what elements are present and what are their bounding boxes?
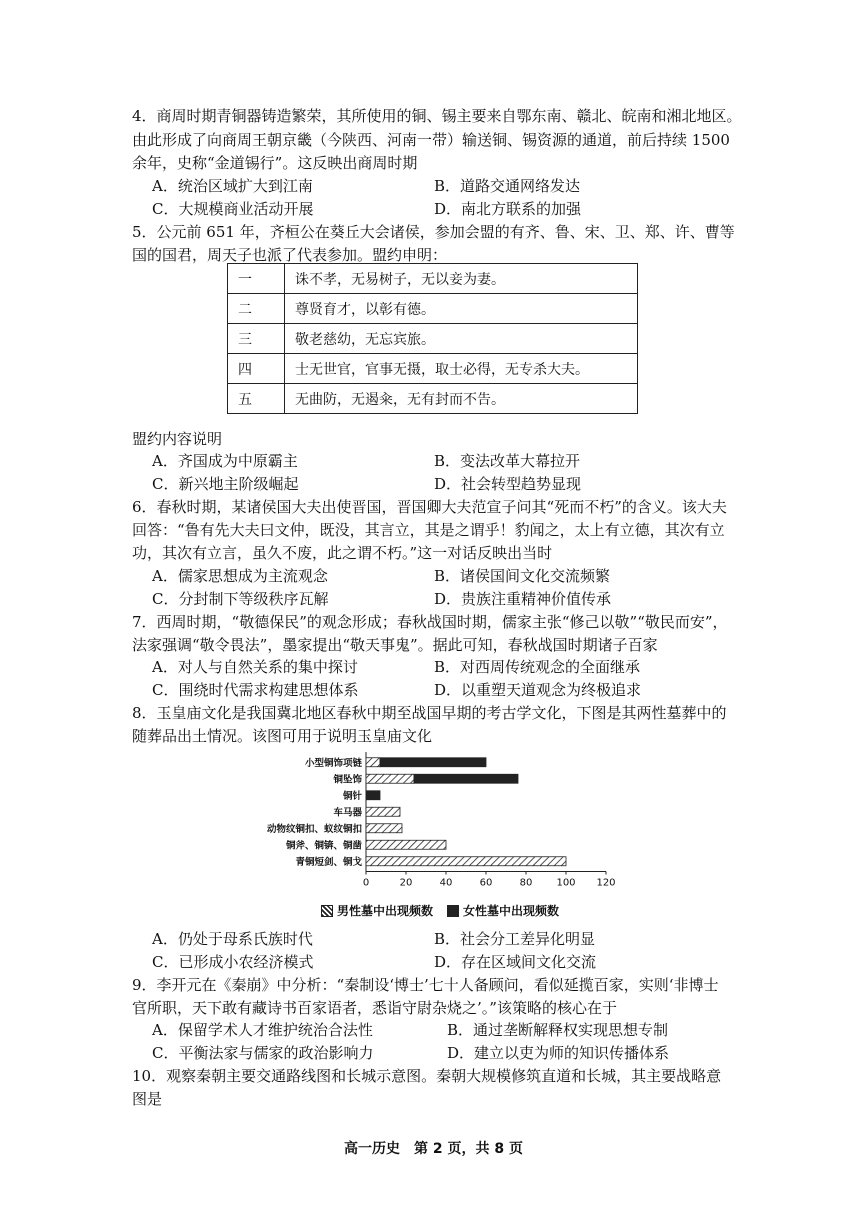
q4-option-c[interactable]: C．大规模商业活动开展	[152, 200, 314, 218]
q4-stem-line-1: 4．商周时期青铜器铸造繁荣，其所使用的铜、锡主要来自鄂东南、赣北、皖南和湘北地区。	[132, 107, 742, 125]
bar-male	[366, 824, 402, 833]
bar-male	[366, 840, 446, 849]
oath-number: 四	[228, 354, 285, 384]
bar-male	[366, 807, 400, 816]
oath-number: 五	[228, 384, 285, 414]
oath-text: 诛不孝，无易树子，无以妾为妻。	[285, 264, 638, 294]
q5-option-a[interactable]: A．齐国成为中原霸主	[152, 452, 298, 470]
legend-swatch-female	[447, 905, 459, 917]
legend-swatch-male	[321, 905, 333, 917]
x-tick-label: 40	[439, 877, 453, 889]
q8-option-d[interactable]: D．存在区域间文化交流	[434, 953, 597, 971]
q6-option-b[interactable]: B．诸侯国间文化交流频繁	[434, 567, 611, 585]
oath-row	[228, 384, 638, 414]
category-label: 铜坠饰	[333, 774, 362, 786]
chart-svg	[240, 748, 630, 898]
q5-stem-after: 盟约内容说明	[132, 430, 223, 448]
oath-text: 尊贤育才，以彰有德。	[285, 294, 638, 324]
q8-stem-line-2: 随葬品出土情况。该图可用于说明玉皇庙文化	[132, 727, 433, 745]
q6-option-a[interactable]: A．儒家思想成为主流观念	[152, 567, 328, 585]
q9-option-a[interactable]: A．保留学术人才维护统治合法性	[152, 1021, 373, 1039]
q5-option-b[interactable]: B．变法改革大幕拉开	[434, 452, 581, 470]
q9-stem-line-1: 9．李开元在《秦崩》中分析：“秦制设‘博士’七十人备顾问，看似延揽百家，实则‘非博士	[132, 976, 719, 994]
oath-number: 二	[228, 294, 285, 324]
x-tick-label: 100	[556, 877, 576, 889]
q7-option-b[interactable]: B．对西周传统观念的全面继承	[434, 658, 641, 676]
x-tick-label: 20	[399, 877, 413, 889]
q9-stem-line-2: 官所职，天下敢有藏诗书百家语者，悉诣守尉杂烧之’。”该策略的核心在于	[132, 999, 617, 1017]
legend-label-female: 女性墓中出现频数	[463, 904, 560, 918]
oath-row	[228, 264, 638, 294]
q6-stem-line-1: 6．春秋时期，某诸侯国大夫出使晋国，晋国卿大夫范宣子问其“死而不朽”的含义。该大夫	[132, 498, 727, 516]
oath-row	[228, 294, 638, 324]
oath-table	[227, 263, 638, 414]
chart-legend	[321, 902, 559, 919]
legend-label-male: 男性墓中出现频数	[337, 904, 434, 918]
x-tick-label: 80	[519, 877, 533, 889]
bar-male	[366, 774, 414, 783]
oath-text: 无曲防，无遏籴，无有封而不告。	[285, 384, 638, 414]
category-label: 青铜短剑、铜戈	[295, 856, 362, 868]
q8-option-c[interactable]: C．已形成小农经济模式	[152, 953, 314, 971]
category-label: 小型铜饰项链	[304, 757, 362, 769]
q8-stem-line-1: 8．玉皇庙文化是我国冀北地区春秋中期至战国早期的考古学文化，下图是其两性墓葬中的	[132, 704, 727, 722]
category-label: 铜斧、铜锛、铜凿	[285, 840, 362, 852]
page-footer: 高一历史 第 2 页，共 8 页	[344, 1141, 523, 1157]
q7-option-a[interactable]: A．对人与自然关系的集中探讨	[152, 658, 358, 676]
category-label: 动物纹铜扣、蚁纹铜扣	[266, 823, 362, 835]
q8-option-a[interactable]: A．仍处于母系氏族时代	[152, 930, 313, 948]
oath-text: 士无世官，官事无摄，取士必得，无专杀大夫。	[285, 354, 638, 384]
category-label: 铜针	[342, 790, 362, 802]
q9-option-b[interactable]: B．通过垄断解释权实现思想专制	[447, 1021, 669, 1039]
q7-stem-line-1: 7．西周时期，“敬德保民”的观念形成；春秋战国时期，儒家主张“修己以敬”“敬民而安”，	[132, 613, 728, 631]
q6-option-d[interactable]: D．贵族注重精神价值传承	[434, 590, 612, 608]
bar-female	[414, 774, 518, 783]
q6-option-c[interactable]: C．分封制下等级秩序瓦解	[152, 590, 329, 608]
x-tick-label: 60	[479, 877, 493, 889]
q5-stem-line-2: 国的国君，周天子也派了代表参加。盟约申明：	[132, 246, 448, 264]
oath-number: 三	[228, 324, 285, 354]
q9-option-c[interactable]: C．平衡法家与儒家的政治影响力	[152, 1044, 374, 1062]
oath-text: 敬老慈幼，无忘宾旅。	[285, 324, 638, 354]
q4-option-b[interactable]: B．道路交通网络发达	[434, 177, 581, 195]
x-tick-label: 0	[362, 877, 370, 889]
q5-option-c[interactable]: C．新兴地主阶级崛起	[152, 475, 299, 493]
bar-male	[366, 758, 380, 767]
q10-stem-line-2: 图是	[132, 1090, 163, 1108]
q5-stem-line-1: 5．公元前 651 年，齐桓公在葵丘大会诸侯，参加会盟的有齐、鲁、宋、卫、郑、许、曹等	[132, 223, 735, 241]
oath-number: 一	[228, 264, 285, 294]
q6-stem-line-2: 回答：“鲁有先大夫曰文仲，既没，其言立，其是之谓乎！豹闻之，太上有立德，其次有立	[132, 521, 725, 539]
oath-row	[228, 354, 638, 384]
bar-male	[366, 857, 566, 866]
oath-row	[228, 324, 638, 354]
q4-option-a[interactable]: A．统治区域扩大到江南	[152, 177, 313, 195]
q6-stem-line-3: 功，其次有立言，虽久不废，此之谓不朽。”这一对话反映出当时	[132, 544, 553, 562]
q4-stem-line-3: 余年，史称“金道锡行”。这反映出商周时期	[132, 154, 418, 172]
q9-option-d[interactable]: D．建立以吏为师的知识传播体系	[447, 1044, 670, 1062]
q7-option-c[interactable]: C．围绕时代需求构建思想体系	[152, 681, 359, 699]
q7-stem-line-2: 法家强调“敬令畏法”，墨家提出“敬天事鬼”。据此可知，春秋战国时期诸子百家	[132, 636, 658, 654]
q4-option-d[interactable]: D．南北方联系的加强	[434, 200, 582, 218]
q8-option-b[interactable]: B．社会分工差异化明显	[434, 930, 596, 948]
category-label: 车马器	[333, 807, 362, 819]
bar-female	[380, 758, 486, 767]
q7-option-d[interactable]: D．以重塑天道观念为终极追求	[434, 681, 642, 699]
burial-goods-chart	[240, 748, 630, 928]
bar-female	[366, 791, 380, 800]
q4-stem-line-2: 由此形成了向商周王朝京畿（今陕西、河南一带）输送铜、锡资源的通道，前后持续 1500	[132, 131, 730, 149]
q10-stem-line-1: 10．观察秦朝主要交通路线图和长城示意图。秦朝大规模修筑直道和长城，其主要战略意	[132, 1067, 722, 1085]
q5-option-d[interactable]: D．社会转型趋势显现	[434, 475, 582, 493]
x-tick-label: 120	[596, 877, 616, 889]
